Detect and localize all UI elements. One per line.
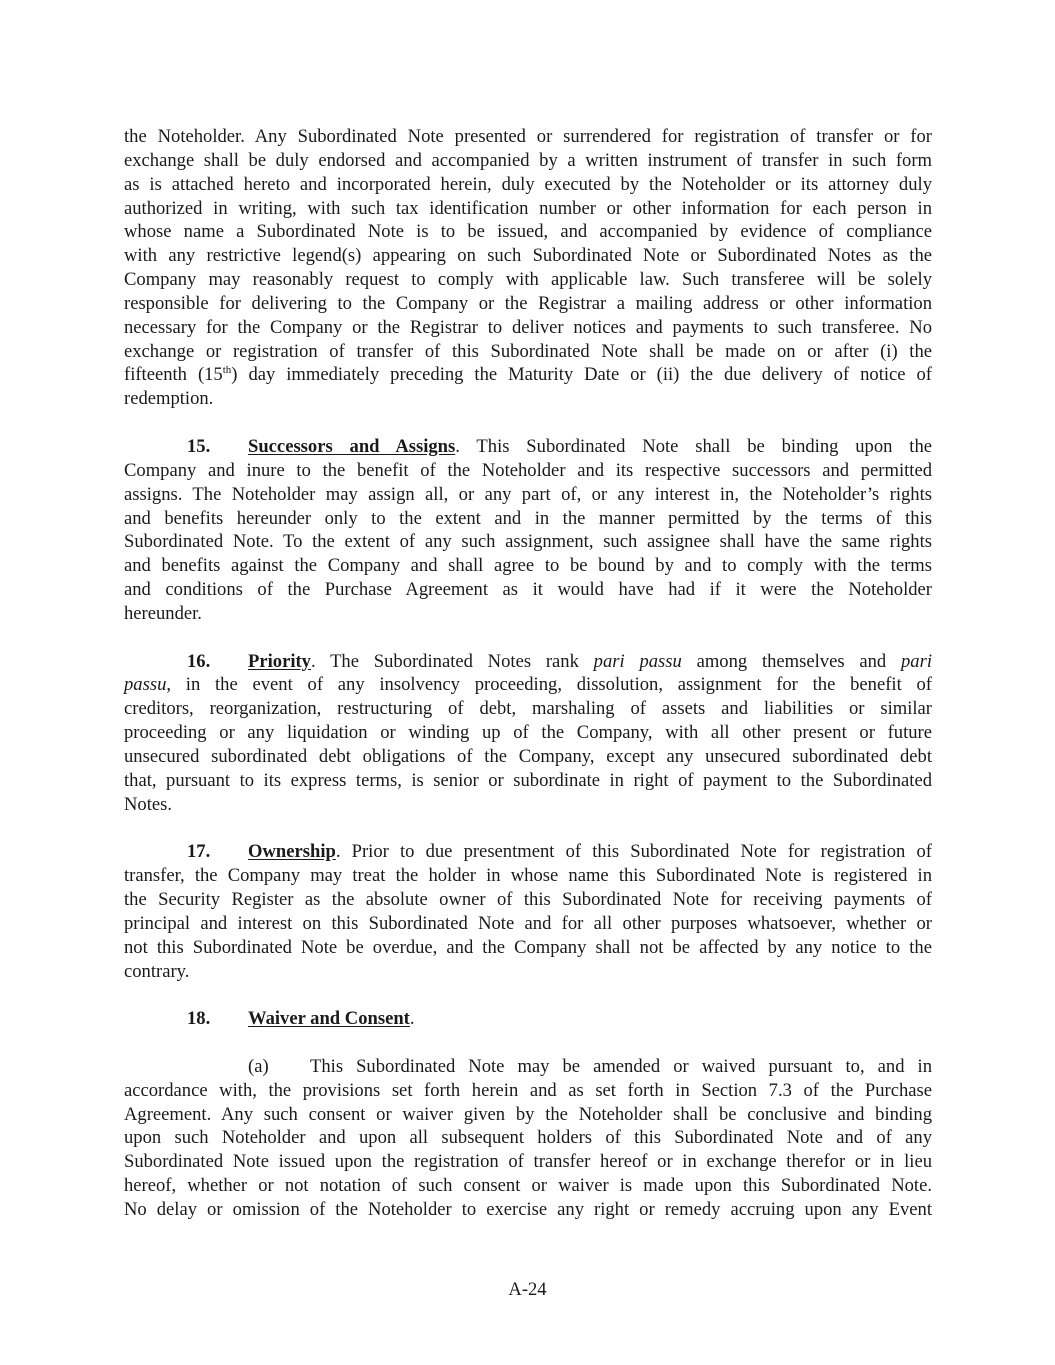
text-line: principal and interest on this Subordinated Note and for all other purposes whatsoever, whether or (124, 912, 932, 934)
text-line: responsible for delivering to the Company or the Registrar a mailing address or other information (124, 292, 932, 314)
text-line (124, 673, 932, 697)
text-line: Company may reasonably request to comply with applicable law. Such transferee will be solely (124, 269, 932, 291)
text-line (124, 363, 932, 387)
text-line: Subordinated Note. To the extent of any such assignment, such assignee shall have the same rights (124, 531, 932, 553)
section-title: Ownership (248, 841, 336, 863)
text-line: upon such Noteholder and upon all subsequent holders of this Subordinated Note and of any (124, 1127, 932, 1149)
section-title: Successors and Assigns (248, 435, 456, 457)
text-fragment: ) day immediately preceding the Maturity Date or (ii) the due delivery of notice of (231, 364, 932, 386)
text-fragment: . (409, 1008, 415, 1030)
section-number: 15. (187, 435, 211, 457)
text-fragment: This Subordinated Note may be amended or waived pursuant to, and in (310, 1055, 932, 1077)
italic-term: pari passu (593, 650, 682, 672)
section-16-priority (124, 650, 932, 817)
text-line: No delay or omission of the Noteholder to exercise any right or remedy accruing upon any Event (124, 1198, 932, 1220)
section-title: Waiver and Consent (248, 1008, 410, 1030)
section-number: 16. (187, 650, 211, 672)
text-line: necessary for the Company or the Registrar to deliver notices and payments to such transferee. No (124, 316, 932, 338)
text-fragment: . Prior to due presentment of this Subordinated Note for registration of (335, 841, 932, 863)
section-title: Priority (248, 650, 311, 672)
section-number: 18. (187, 1008, 211, 1030)
text-fragment: . This Subordinated Note shall be binding upon the (455, 435, 932, 457)
text-line: Subordinated Note issued upon the registration of transfer hereof or in exchange therefor or in lieu (124, 1151, 932, 1173)
text-line: proceeding or any liquidation or winding up of the Company, with all other present or future (124, 722, 932, 744)
text-line: contrary. (124, 960, 190, 982)
text-line: the Security Register as the absolute owner of this Subordinated Note for receiving payments of (124, 889, 932, 910)
text-fragment: . The Subordinated Notes rank (310, 650, 594, 672)
ordinal-superscript: th (222, 364, 232, 377)
section-heading-line (124, 840, 932, 864)
italic-term: pari (901, 650, 932, 672)
text-line: exchange or registration of transfer of this Subordinated Note shall be made on or after (i) the (124, 340, 932, 362)
text-line: Company and inure to the benefit of the Noteholder and its respective successors and permitted (124, 459, 932, 481)
text-line: transfer, the Company may treat the holder in whose name this Subordinated Note is registered in (124, 865, 932, 887)
text-line: authorized in writing, with such tax identification number or other information for each person in (124, 197, 932, 219)
italic-term: passu (124, 674, 167, 696)
text-line: exchange shall be duly endorsed and accompanied by a written instrument of transfer in such form (124, 149, 932, 171)
text-line: assigns. The Noteholder may assign all, or any part of, or any interest in, the Noteholder’s rights (124, 483, 932, 505)
section-number: 17. (187, 841, 211, 863)
text-line: that, pursuant to its express terms, is senior or subordinate in right of payment to the Subordinated (124, 769, 932, 791)
subsection-18a (124, 1055, 932, 1222)
text-line: the Noteholder. Any Subordinated Note presented or surrendered for registration of transfer or for (124, 126, 932, 147)
text-fragment: among themselves and (681, 650, 901, 672)
section-heading-line (124, 1007, 932, 1031)
text-line: as is attached hereto and incorporated herein, duly executed by the Noteholder or its attorney duly (124, 173, 932, 195)
text-line: hereof, whether or not notation of such consent or waiver is made upon this Subordinated Note. (124, 1175, 932, 1197)
text-line: accordance with, the provisions set forth herein and as set forth in Section 7.3 of the Purchase (124, 1079, 932, 1101)
text-line: and conditions of the Purchase Agreement as it would have had if it were the Noteholder (124, 579, 932, 601)
subsection-first-line (124, 1055, 932, 1079)
text-line: unsecured subordinated debt obligations of the Company, except any unsecured subordinated debt (124, 745, 932, 767)
text-line: and benefits against the Company and shall agree to be bound by and to comply with the terms (124, 555, 932, 577)
text-fragment: fifteenth (15 (124, 364, 223, 386)
text-fragment: , in the event of any insolvency proceeding, dissolution, assignment for the benefit of (166, 674, 932, 696)
text-line: hereunder. (124, 602, 202, 624)
text-line: Notes. (124, 793, 173, 815)
section-18-waiver-and-consent (124, 1007, 932, 1031)
page-number: A-24 (508, 1279, 547, 1300)
document-page (124, 125, 932, 1246)
text-line: redemption. (124, 388, 214, 410)
text-line: whose name a Subordinated Note is to be issued, and accompanied by evidence of compliance (124, 221, 932, 243)
paragraph-section-14-continuation (124, 125, 932, 411)
text-line: and benefits hereunder only to the extent and in the manner permitted by the terms of this (124, 507, 932, 529)
text-line: creditors, reorganization, restructuring of debt, marshaling of assets and liabilities or similar (124, 698, 932, 720)
text-line: not this Subordinated Note be overdue, and the Company shall not be affected by any notice to the (124, 936, 932, 958)
subsection-label: (a) (248, 1055, 269, 1077)
section-15-successors-and-assigns (124, 435, 932, 626)
section-heading-line (124, 435, 932, 459)
section-17-ownership (124, 840, 932, 983)
text-line: with any restrictive legend(s) appearing on such Subordinated Note or Subordinated Notes as the (124, 245, 932, 267)
section-heading-line (124, 650, 932, 674)
text-line: Agreement. Any such consent or waiver given by the Noteholder shall be conclusive and binding (124, 1103, 932, 1125)
